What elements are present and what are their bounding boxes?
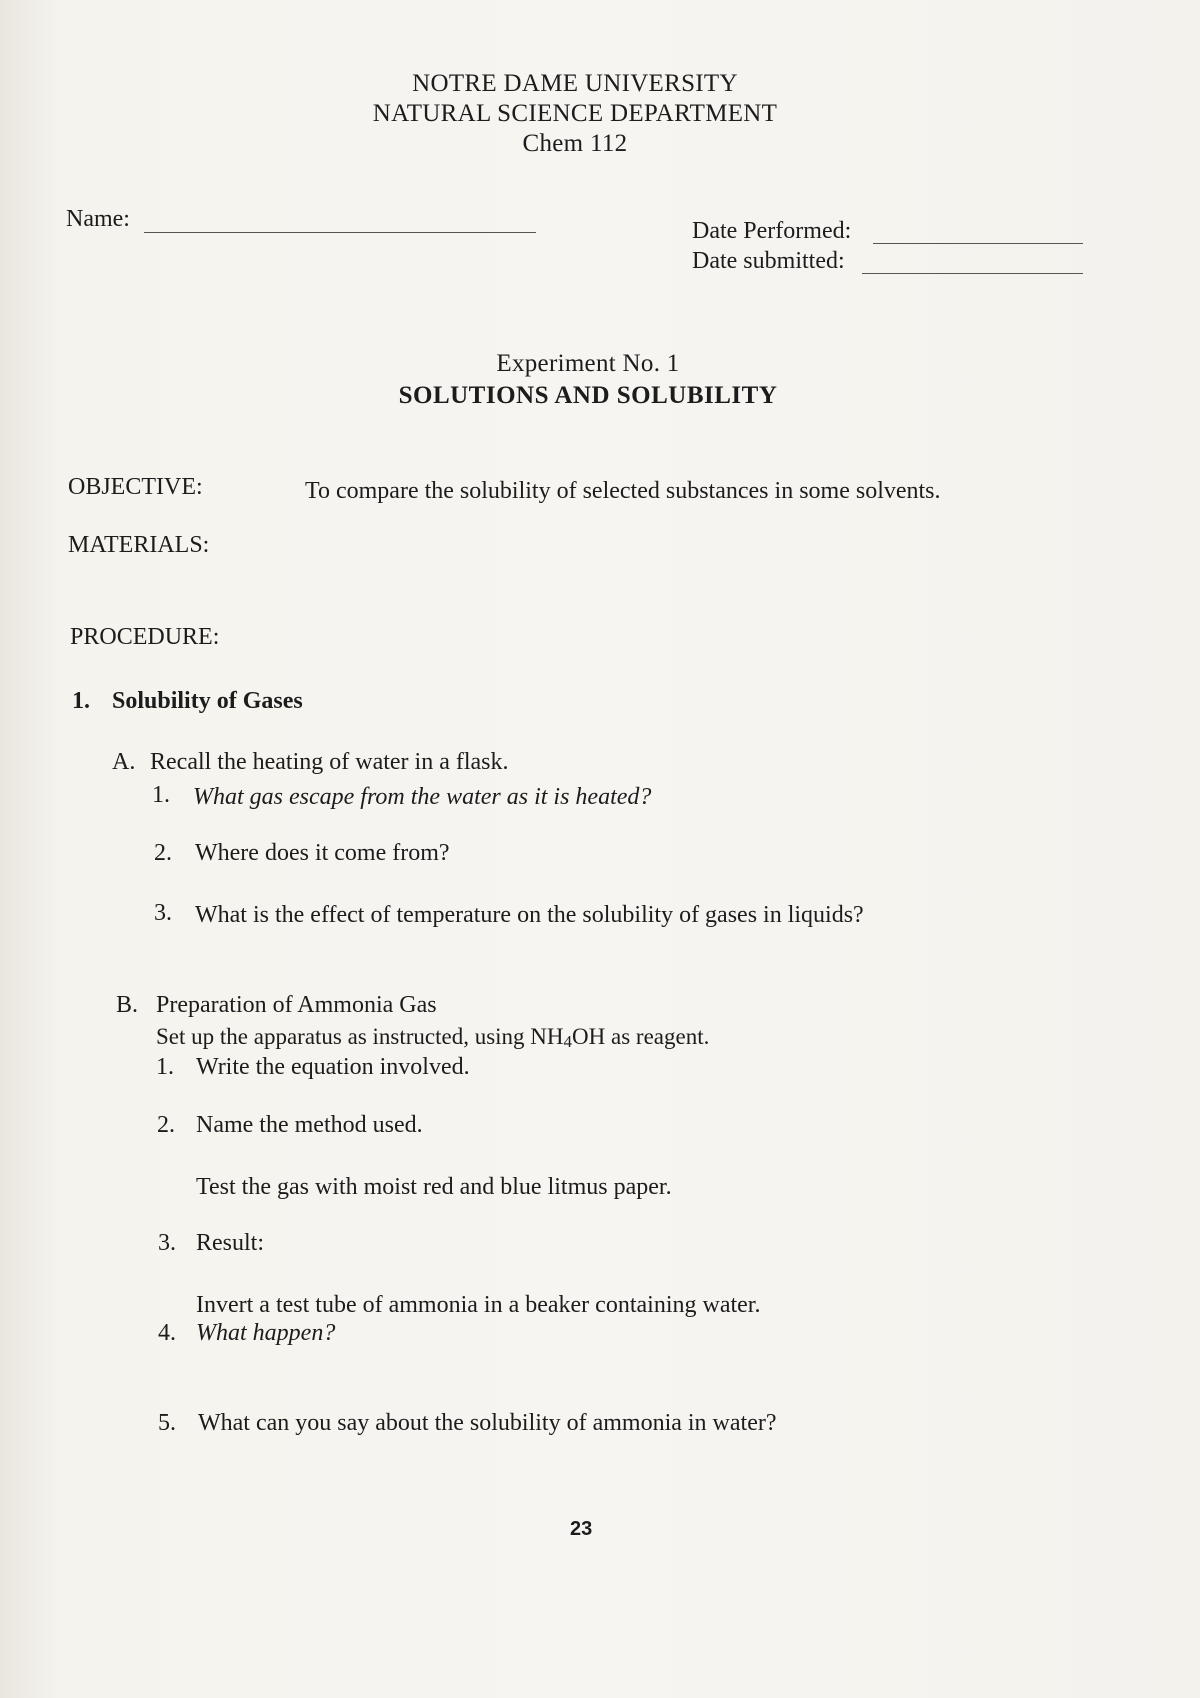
- part-a-letter: A.: [112, 749, 136, 775]
- part-a-q1: What gas escape from the water as it is heated?: [193, 784, 652, 810]
- part-b-title: Preparation of Ammonia Gas: [156, 992, 437, 1018]
- part-b-q3-number: 3.: [158, 1230, 176, 1256]
- part-b-setup: [156, 1024, 709, 1052]
- part-a-q3: What is the effect of temperature on the solubility of gases in liquids?: [195, 902, 864, 928]
- name-label: Name:: [66, 206, 130, 232]
- part-b-setup-subscript: 4: [563, 1032, 573, 1051]
- part-b-q2-number: 2.: [157, 1112, 175, 1138]
- name-field[interactable]: [144, 232, 536, 233]
- section-1-number: 1.: [72, 688, 90, 714]
- part-b-test-instruction: Test the gas with moist red and blue litmus paper.: [196, 1174, 672, 1200]
- part-b-q3: Result:: [196, 1230, 265, 1256]
- part-b-q5: What can you say about the solubility of ammonia in water?: [198, 1410, 777, 1436]
- part-a-title: Recall the heating of water in a flask.: [150, 749, 509, 775]
- part-a-q2: Where does it come from?: [195, 840, 450, 866]
- part-a-q2-number: 2.: [154, 840, 172, 866]
- part-b-setup-text: Set up the apparatus as instructed, using NH: [156, 1024, 564, 1049]
- part-a-q3-number: 3.: [154, 900, 172, 926]
- university-name: NOTRE DAME UNIVERSITY: [412, 70, 738, 97]
- part-a-q1-number: 1.: [152, 782, 170, 808]
- page-number: 23: [570, 1518, 593, 1540]
- part-b-q2: Name the method used.: [196, 1112, 423, 1138]
- part-b-q1: Write the equation involved.: [196, 1054, 470, 1080]
- objective-text: To compare the solubility of selected substances in some solvents.: [305, 478, 941, 504]
- part-b-q1-number: 1.: [156, 1054, 174, 1080]
- part-b-q4: What happen?: [196, 1320, 336, 1346]
- part-b-q4-number: 4.: [158, 1320, 176, 1346]
- part-b-letter: B.: [116, 992, 139, 1018]
- section-1-title: Solubility of Gases: [112, 688, 303, 714]
- course-code: Chem 112: [522, 130, 628, 157]
- date-performed-field[interactable]: [873, 243, 1083, 244]
- date-performed-label: Date Performed:: [692, 218, 852, 244]
- experiment-number: Experiment No. 1: [496, 350, 680, 377]
- objective-label: OBJECTIVE:: [68, 474, 203, 500]
- part-b-invert-instruction: Invert a test tube of ammonia in a beaker containing water.: [196, 1292, 761, 1318]
- department-name: NATURAL SCIENCE DEPARTMENT: [372, 100, 778, 127]
- procedure-label: PROCEDURE:: [70, 624, 220, 650]
- date-submitted-field[interactable]: [862, 273, 1083, 274]
- part-b-q5-number: 5.: [158, 1410, 176, 1436]
- part-b-setup-text-end: OH as reagent.: [572, 1024, 710, 1049]
- materials-label: MATERIALS:: [68, 532, 210, 558]
- experiment-title: SOLUTIONS AND SOLUBILITY: [398, 382, 778, 409]
- date-submitted-label: Date submitted:: [692, 248, 845, 274]
